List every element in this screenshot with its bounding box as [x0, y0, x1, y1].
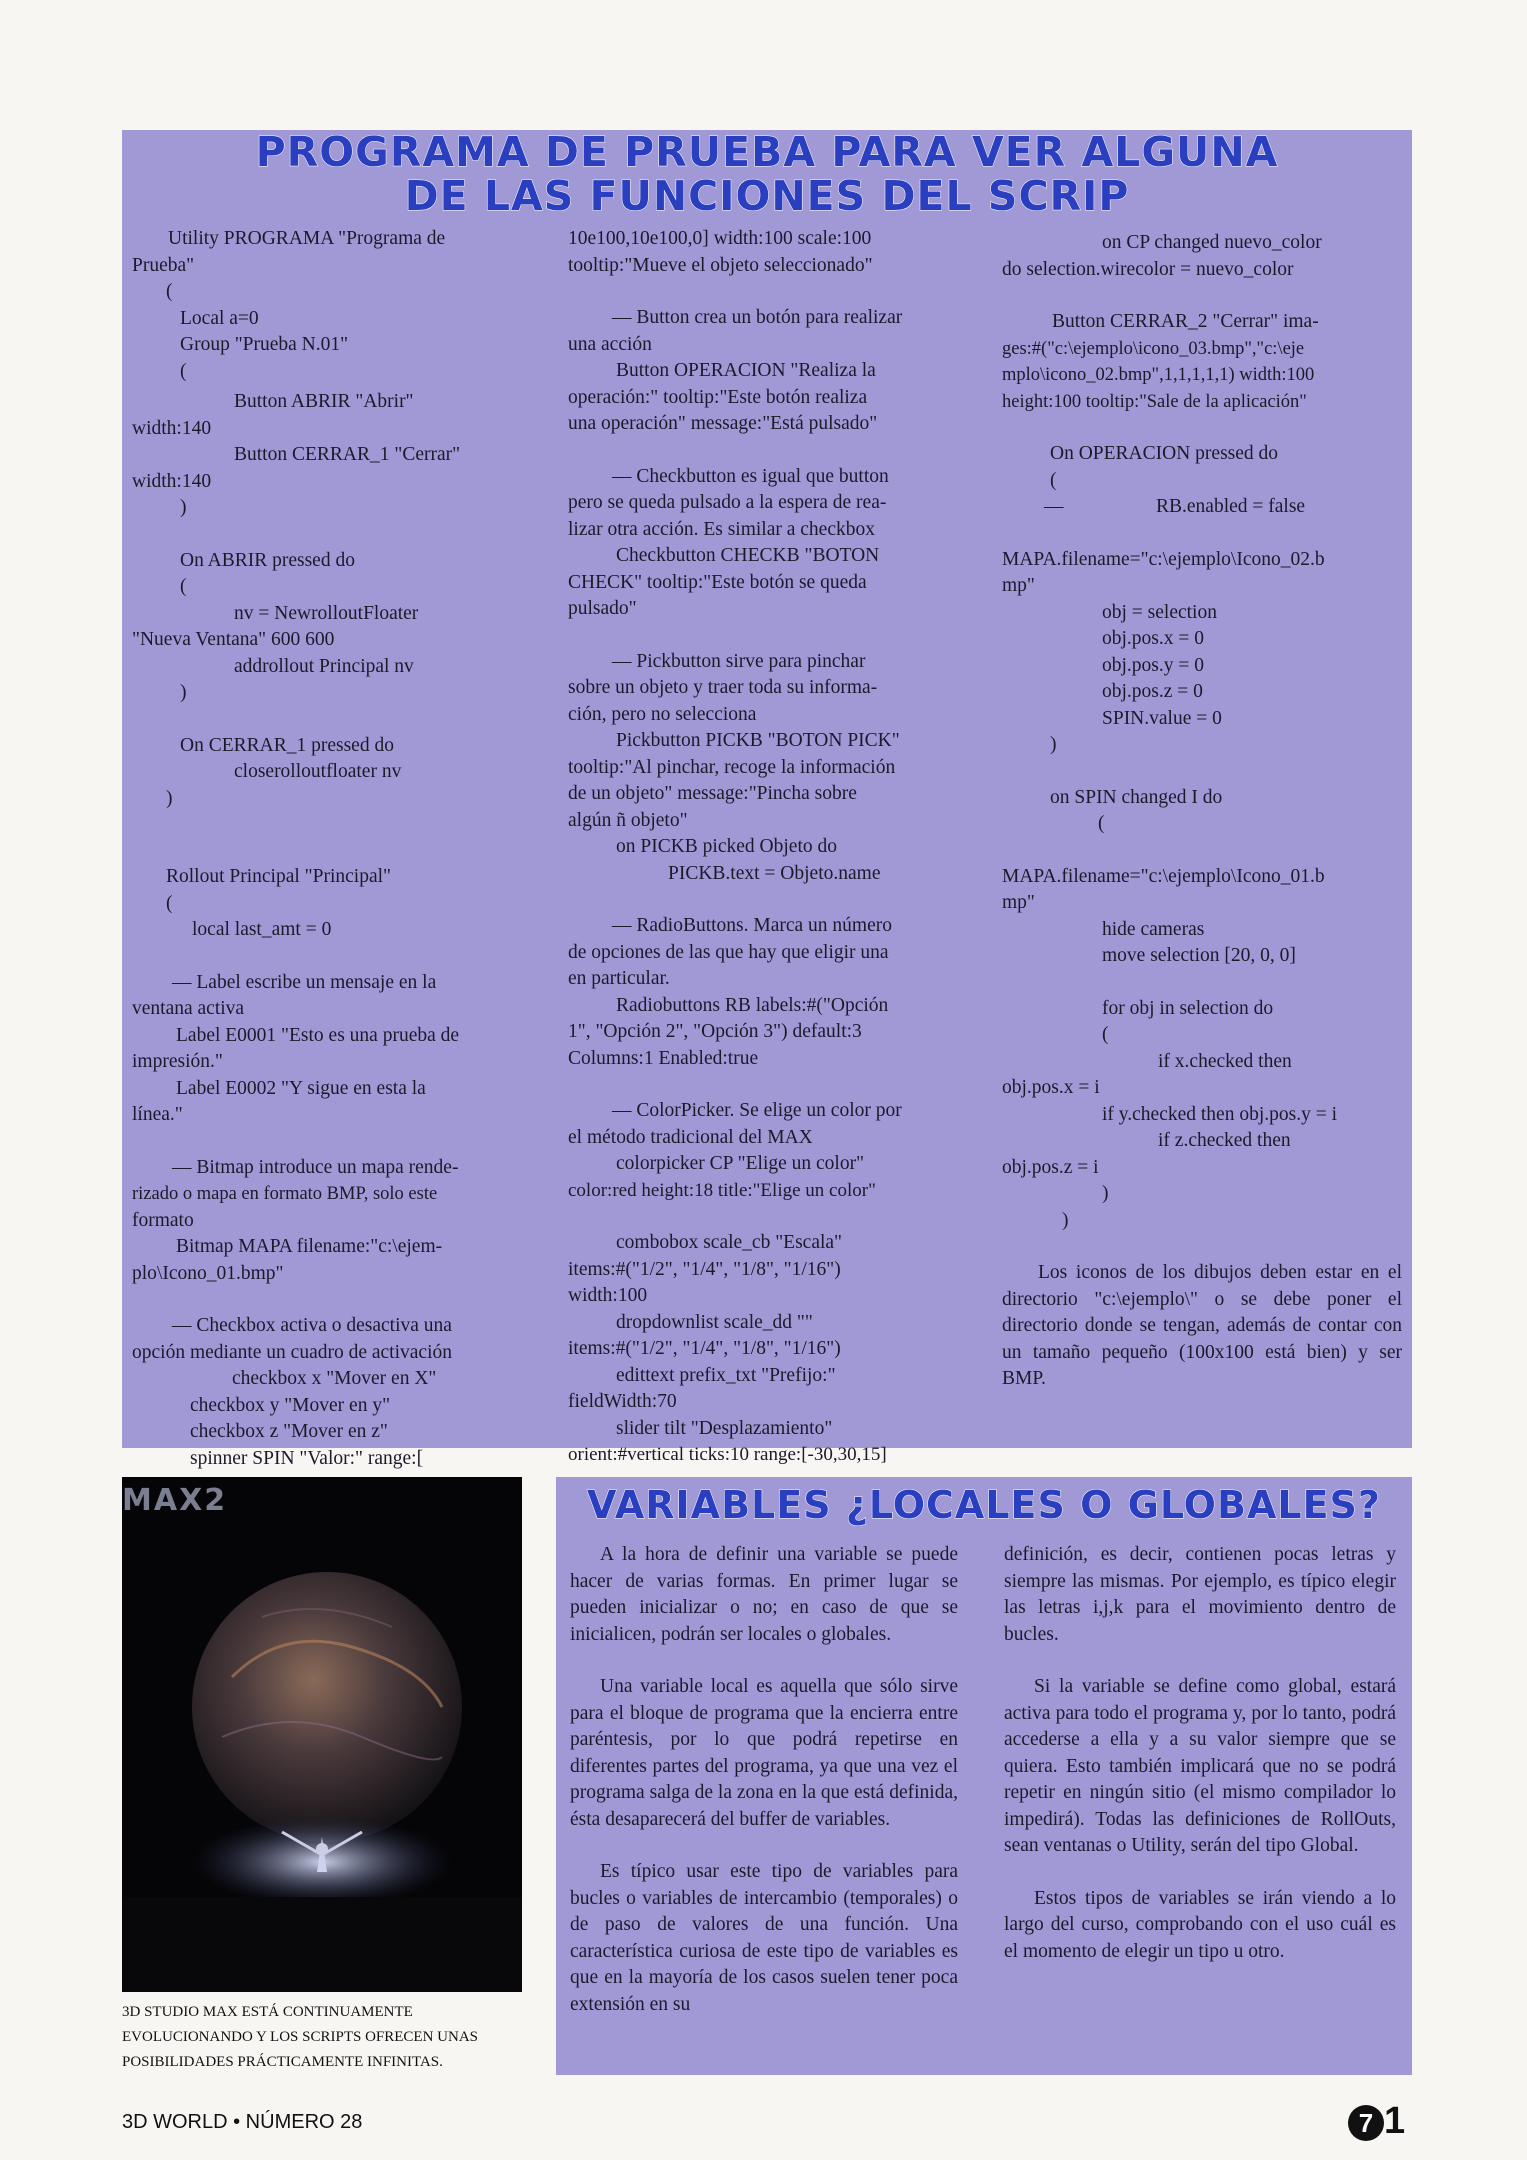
paragraph: Estos tipos de variables se irán viendo a lo largo del curso, comprobando con el uso cuál es el momento de elegir un tipo u otro. — [1004, 1887, 1396, 1962]
code-line: opción mediante un cuadro de activación — [132, 1341, 452, 1363]
listing-column-2 — [568, 226, 968, 1469]
code-line: 1", "Opción 2", "Opción 3") default:3 — [568, 1021, 862, 1042]
code-line: — RadioButtons. Marca un número — [612, 915, 892, 936]
code-line: Utility PROGRAMA "Programa de — [168, 228, 446, 249]
code-line: if y.checked then obj.pos.y = i — [1102, 1103, 1338, 1125]
code-line: if x.checked then — [1158, 1050, 1292, 1072]
code-line: operación:" tooltip:"Este botón realiza — [568, 386, 868, 408]
code-line: — Pickbutton sirve para pinchar — [612, 650, 866, 672]
code-line: ges:#("c:\ejemplo\icono_03.bmp","c:\eje — [1002, 338, 1305, 359]
code-line: on PICKB picked Objeto do — [616, 836, 837, 857]
code-line: — — [1044, 496, 1064, 517]
code-line: edittext prefix_txt "Prefijo:" — [616, 1364, 836, 1386]
code-line: — Label escribe un mensaje en la — [172, 971, 437, 993]
code-line: el método tradicional del MAX — [568, 1126, 813, 1148]
code-line: ) — [1062, 1209, 1069, 1231]
code-line: MAPA.filename="c:\ejemplo\Icono_01.b — [1002, 865, 1325, 887]
code-line: width:140 — [132, 417, 212, 439]
code-line: Button ABRIR "Abrir" — [234, 391, 414, 412]
code-line: ( — [180, 360, 187, 382]
code-line: mp" — [1002, 892, 1035, 913]
code-line: SPIN.value = 0 — [1102, 707, 1222, 729]
code-line: checkbox y "Mover en y" — [190, 1394, 391, 1416]
code-line: combobox scale_cb "Escala" — [616, 1232, 843, 1253]
code-line: do selection.wirecolor = nuevo_color — [1002, 258, 1294, 280]
code-line: width:140 — [132, 470, 212, 492]
code-line: RB.enabled = false — [1156, 496, 1306, 517]
code-line: local last_amt = 0 — [192, 919, 332, 940]
code-line: de opciones de las que hay que eligir una — [568, 941, 889, 963]
code-line: hide cameras — [1102, 918, 1205, 940]
code-line: ( — [166, 281, 173, 302]
code-line: Radiobuttons RB labels:#("Opción — [616, 994, 889, 1016]
code-line: if z.checked then — [1158, 1130, 1291, 1151]
listing-column-3 — [1002, 230, 1402, 1393]
page-number-digit: 1 — [1384, 2100, 1406, 2142]
code-line: obj.pos.x = i — [1002, 1077, 1100, 1098]
code-line: tooltip:"Al pinchar, recoge la información — [568, 756, 896, 778]
code-line: — Bitmap introduce un mapa rende- — [172, 1156, 459, 1178]
listing-column-1 — [132, 226, 524, 1472]
code-line: de un objeto" message:"Pincha sobre — [568, 783, 857, 804]
code-line: ( — [1098, 813, 1105, 834]
variables-column-2 — [1004, 1542, 1396, 1965]
max2-illustration — [122, 1477, 522, 1992]
code-line: fieldWidth:70 — [568, 1391, 677, 1412]
code-line: — ColorPicker. Se elige un color por — [612, 1100, 902, 1121]
code-line: On ABRIR pressed do — [180, 549, 355, 571]
code-line: Label E0002 "Y sigue en esta la — [176, 1077, 426, 1099]
code-line: height:100 tooltip:"Sale de la aplicación" — [1002, 391, 1307, 412]
paragraph: Si la variable se define como global, estará activa para todo el programa y, por lo tanto, podrá accederse a ella y a su valor siempre que se quiera. Esto también implicará que no se podrá repetir en ningún sitio (el mismo compilador lo impedirá). Todas las definiciones de RollOuts, sean ventanas o Utility, serán del tipo Global. — [1004, 1676, 1396, 1856]
code-line: On CERRAR_1 pressed do — [180, 734, 394, 756]
code-line: "Nueva Ventana" 600 600 — [132, 629, 335, 650]
code-line: Checkbutton CHECKB "BOTON — [616, 545, 880, 566]
code-line: move selection [20, 0, 0] — [1102, 945, 1296, 966]
code-line: slider tilt "Desplazamiento" — [616, 1417, 833, 1439]
code-line: tooltip:"Mueve el objeto seleccionado" — [568, 254, 873, 276]
code-line: ) — [166, 787, 173, 809]
listing-note: Los iconos de los dibujos deben estar en el directorio "c:\ejemplo\" o se debe poner el directorio donde se tengan, además de contar con un tamaño pequeño (100x100 está bien) y ser BMP. — [1002, 1262, 1402, 1389]
code-line: on CP changed nuevo_color — [1102, 232, 1322, 253]
code-line: ( — [166, 892, 173, 914]
code-line: obj.pos.z = 0 — [1102, 681, 1203, 702]
code-line: obj.pos.x = 0 — [1102, 628, 1205, 649]
code-line: closerolloutfloater nv — [234, 761, 402, 782]
code-line: Local a=0 — [180, 307, 259, 329]
code-line: items:#("1/2", "1/4", "1/8", "1/16") — [568, 1258, 841, 1280]
code-line: Button OPERACION "Realiza la — [616, 360, 876, 381]
page-number-logo: 7 — [1348, 2105, 1384, 2141]
code-line: — Button crea un botón para realizar — [612, 307, 903, 328]
code-line: pero se queda pulsado a la espera de rea- — [568, 492, 887, 513]
code-line: spinner SPIN "Valor:" range:[ — [190, 1447, 424, 1469]
code-line: Prueba" — [132, 254, 195, 276]
code-line: Button CERRAR_1 "Cerrar" — [234, 444, 461, 465]
code-line: orient:#vertical ticks:10 range:[-30,30,15] — [568, 1444, 887, 1465]
code-line: Label E0001 "Esto es una prueba de — [176, 1024, 460, 1046]
code-line: Group "Prueba N.01" — [180, 334, 349, 355]
code-line: colorpicker CP "Elige un color" — [616, 1153, 865, 1174]
listing-title-line2: DE LAS FUNCIONES DEL SCRIP — [404, 172, 1130, 220]
variables-title: VARIABLES ¿LOCALES O GLOBALES? — [587, 1483, 1381, 1527]
code-line: on SPIN changed I do — [1050, 786, 1223, 808]
code-line: mplo\icono_02.bmp",1,1,1,1,1) width:100 — [1002, 365, 1315, 385]
code-line: — Checkbox activa o desactiva una — [172, 1315, 452, 1336]
code-line: On OPERACION pressed do — [1050, 443, 1279, 464]
code-line: en particular. — [568, 968, 670, 989]
code-line: lizar otra acción. Es similar a checkbox — [568, 518, 875, 540]
paragraph: definición, es decir, contienen pocas letras y siempre las mismas. Por ejemplo, es típico elegir las letras i,j,k para el movimiento dentro de bucles. — [1004, 1544, 1396, 1645]
code-line: Columns:1 Enabled:true — [568, 1047, 759, 1069]
code-line: CHECK" tooltip:"Este botón se queda — [568, 571, 867, 593]
code-line: Button CERRAR_2 "Cerrar" ima- — [1052, 311, 1319, 332]
code-line: pulsado" — [568, 598, 637, 619]
page-number — [1348, 2100, 1405, 2143]
listing-title-line1: PROGRAMA DE PRUEBA PARA VER ALGUNA — [255, 128, 1279, 176]
code-line: Pickbutton PICKB "BOTON PICK" — [616, 730, 900, 751]
magazine-footer: 3D WORLD • NÚMERO 28 — [122, 2111, 363, 2133]
code-line: checkbox x "Mover en X" — [232, 1368, 437, 1389]
code-line: for obj in selection do — [1102, 997, 1274, 1019]
code-line: rizado o mapa en formato BMP, solo este — [132, 1184, 438, 1204]
code-line: ventana activa — [132, 998, 245, 1019]
code-line: Bitmap MAPA filename:"c:\ejem- — [176, 1236, 443, 1257]
code-line: ) — [180, 497, 187, 518]
globe-figure-image — [122, 1477, 522, 1992]
code-line: formato — [132, 1209, 194, 1231]
code-line: algún ñ objeto" — [568, 809, 688, 831]
paragraph: Una variable local es aquella que sólo sirve para el bloque de programa que la encierra entre paréntesis, por lo que podrá repetirse en diferentes partes del programa, ya que una vez el programa salga de la zona en la que está definida, ésta desaparecerá del buffer de variables. — [570, 1676, 958, 1830]
code-line: ( — [1102, 1024, 1109, 1045]
code-line: obj.pos.z = i — [1002, 1156, 1099, 1178]
image-caption: 3D STUDIO MAX ESTÁ CONTINUAMENTE EVOLUCIONANDO Y LOS SCRIPTS OFRECEN UNAS POSIBILIDADES PRÁCTICAMENTE INFINITAS. — [122, 2004, 479, 2070]
code-line: — Checkbutton es igual que button — [612, 465, 889, 487]
code-line: obj.pos.y = 0 — [1102, 654, 1205, 676]
code-line: nv = NewrolloutFloater — [234, 602, 419, 624]
code-line: ) — [1050, 734, 1057, 755]
code-line: línea." — [132, 1104, 183, 1125]
code-line: obj = selection — [1102, 601, 1217, 623]
paragraph: A la hora de definir una variable se puede hacer de varias formas. En primer lugar se pueden inicializar o no; en caso de que se inicialicen, podrán ser locales o globales. — [570, 1544, 958, 1645]
code-line: addrollout Principal nv — [234, 655, 414, 677]
listing-title — [122, 130, 1412, 218]
code-line: una acción — [568, 333, 652, 355]
code-line: items:#("1/2", "1/4", "1/8", "1/16") — [568, 1338, 841, 1359]
code-line: una operación" message:"Está pulsado" — [568, 413, 878, 434]
code-line: ción, pero no selecciona — [568, 703, 757, 725]
code-line: sobre un objeto y traer toda su informa- — [568, 677, 878, 698]
code-line-group — [1002, 494, 1402, 521]
code-line: PICKB.text = Objeto.name — [668, 862, 881, 884]
variables-column-1 — [570, 1542, 958, 2018]
code-line: color:red height:18 title:"Elige un color" — [568, 1179, 876, 1201]
code-line: mp" — [1002, 575, 1035, 596]
code-line: checkbox z "Mover en z" — [190, 1421, 388, 1442]
code-line: 10e100,10e100,0] width:100 scale:100 — [568, 228, 872, 249]
code-line: Rollout Principal "Principal" — [166, 866, 391, 887]
code-line: impresión." — [132, 1051, 223, 1072]
paragraph: Es típico usar este tipo de variables para bucles o variables de intercambio (temporales) o de paso de valores de una función. Una característica curiosa de este tipo de variables es que en la mayoría de los casos suelen tener poca extensión en su — [570, 1861, 958, 2015]
code-line: dropdownlist scale_dd "" — [616, 1311, 813, 1333]
code-line: ( — [180, 576, 187, 597]
code-line: ) — [180, 682, 187, 703]
code-line: ( — [1050, 469, 1057, 491]
code-line: width:100 — [568, 1285, 648, 1306]
max2-logo: MAX2 — [122, 1483, 228, 1518]
code-line: plo\Icono_01.bmp" — [132, 1262, 284, 1284]
code-line: MAPA.filename="c:\ejemplo\Icono_02.b — [1002, 548, 1325, 570]
code-line: ) — [1102, 1183, 1109, 1204]
